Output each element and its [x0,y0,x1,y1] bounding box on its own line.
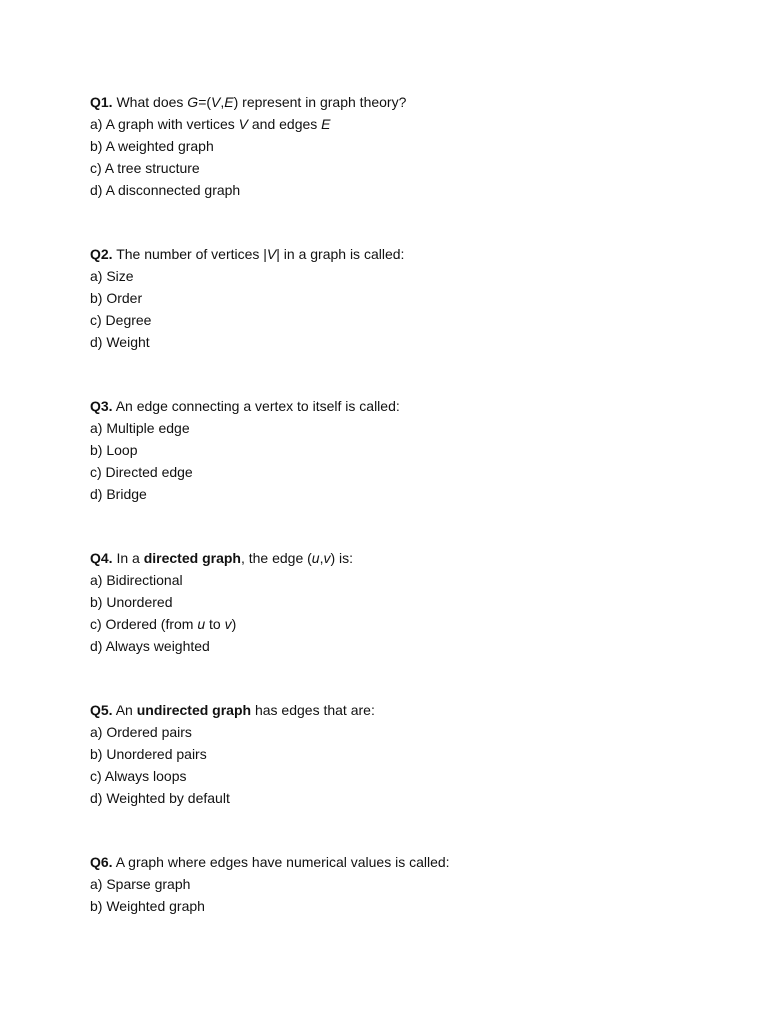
option-text: c) A tree structure [90,160,200,176]
question-1 [90,91,710,201]
answer-option [90,135,710,157]
answer-option [90,483,710,505]
option-text: c) Degree [90,312,152,328]
prompt-text: V [266,246,277,262]
prompt-text: , [319,550,324,566]
option-text: c) Always loops [90,768,187,784]
option-text: b) Weighted graph [90,898,205,914]
answer-option [90,179,710,201]
option-text: d) Weighted by default [90,790,230,806]
prompt-text: G [187,94,199,110]
question-prompt [90,91,710,113]
option-text: a) Multiple edge [90,420,190,436]
option-text: b) A weighted graph [90,138,214,154]
question-prompt [90,547,710,569]
answer-option [90,743,710,765]
answer-option [90,157,710,179]
prompt-text: directed graph [143,550,241,566]
prompt-text: ) is: [330,550,354,566]
answer-option [90,613,710,635]
answer-option [90,113,710,135]
option-text: c) Directed edge [90,464,193,480]
prompt-text: An edge connecting a vertex to itself is called: [115,398,400,414]
answer-option [90,765,710,787]
prompt-text: | in a graph is called: [276,246,405,262]
question-prompt [90,851,710,873]
option-text: d) Always weighted [90,638,210,654]
question-number: Q3. [90,398,113,414]
prompt-text: v [323,550,331,566]
prompt-text: A graph where edges have numerical values is called: [115,854,450,870]
prompt-text: E [224,94,234,110]
answer-option [90,461,710,483]
prompt-text: What does [116,94,188,110]
prompt-text: An [115,702,137,718]
prompt-text: The number of vertices | [116,246,267,262]
option-text: V [238,116,248,132]
prompt-text: =( [198,94,212,110]
answer-option [90,265,710,287]
prompt-text: , the edge ( [240,550,312,566]
answer-option [90,721,710,743]
question-number: Q6. [90,854,113,870]
option-text: a) Sparse graph [90,876,191,892]
question-number: Q1. [90,94,113,110]
answer-option [90,309,710,331]
option-text: b) Unordered [90,594,173,610]
prompt-text: undirected graph [136,702,252,718]
option-text: E [321,116,331,132]
answer-option [90,787,710,809]
question-number: Q2. [90,246,113,262]
answer-option [90,287,710,309]
option-text: u [197,616,206,632]
answer-option [90,895,710,917]
question-6 [90,851,710,917]
option-text: v [224,616,232,632]
prompt-text: ) represent in graph theory? [233,94,407,110]
option-text: d) Bridge [90,486,147,502]
answer-option [90,439,710,461]
answer-option [90,417,710,439]
answer-option [90,873,710,895]
option-text: to [205,616,225,632]
prompt-text: , [220,94,225,110]
option-text: d) A disconnected graph [90,182,241,198]
question-prompt [90,395,710,417]
option-text: a) A graph with vertices [90,116,239,132]
prompt-text: V [211,94,221,110]
option-text: d) Weight [90,334,150,350]
question-2 [90,243,710,353]
question-number: Q4. [90,550,113,566]
question-3 [90,395,710,505]
question-prompt [90,243,710,265]
question-prompt [90,699,710,721]
answer-option [90,591,710,613]
option-text: a) Bidirectional [90,572,183,588]
question-number: Q5. [90,702,113,718]
answer-option [90,331,710,353]
prompt-text: has edges that are: [251,702,375,718]
option-text: a) Size [90,268,134,284]
prompt-text: In a [116,550,144,566]
option-text: a) Ordered pairs [90,724,192,740]
answer-option [90,635,710,657]
prompt-text: u [311,550,320,566]
option-text: b) Unordered pairs [90,746,207,762]
quiz-document [90,91,710,959]
question-5 [90,699,710,809]
answer-option [90,569,710,591]
option-text: c) Ordered (from [90,616,198,632]
option-text: ) [231,616,237,632]
option-text: b) Loop [90,442,138,458]
option-text: b) Order [90,290,143,306]
question-4 [90,547,710,657]
option-text: and edges [247,116,322,132]
